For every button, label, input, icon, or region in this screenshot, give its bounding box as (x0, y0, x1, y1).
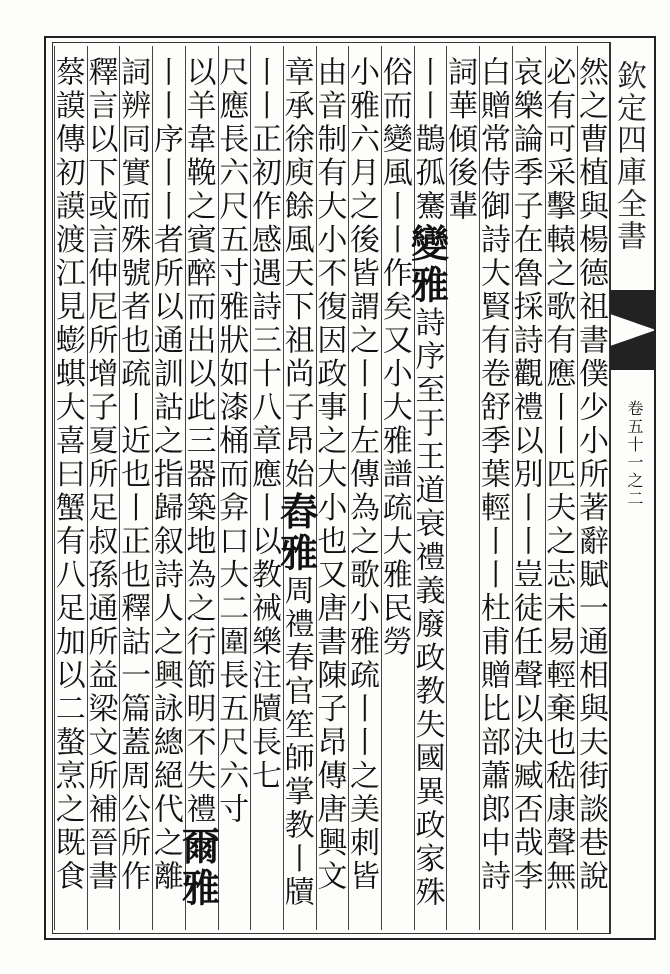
text-column (507, 46, 545, 930)
column-text: 丨丨正初作感遇詩三十八章 (245, 56, 281, 458)
text-columns (49, 46, 610, 930)
column-text: 然之曹植與楊德祖書僕少小所著辭賦一通相與夫街談巷說 (572, 56, 608, 894)
text-column (474, 46, 512, 930)
column-text: 詞華傾後輩 (442, 56, 478, 224)
text-column (82, 46, 120, 930)
text-column (442, 46, 479, 930)
entry-heading: 變雅 (404, 223, 450, 307)
text-column (273, 46, 319, 930)
text-column (376, 46, 414, 930)
text-column (344, 46, 381, 930)
text-column (115, 46, 152, 930)
text-column (175, 46, 221, 930)
column-text: 必有可采擊轅之歌有應丨丨匹夫之志未易輕棄也嵇康聲無 (540, 56, 576, 894)
text-column (572, 46, 610, 930)
book-title: 欽定四庫全書 (611, 60, 646, 252)
text-column (49, 46, 87, 930)
column-text: 以羊韋鞔之賓醉而出以此三器築地為之行節明不失禮 (180, 56, 216, 827)
column-text: 俗而變風丨丨作矣又小大雅譜疏大雅民勞 (376, 56, 412, 659)
column-text-continued: 應丨以教祴樂注牘長七 (245, 458, 281, 793)
text-column (540, 46, 578, 930)
text-column (245, 46, 283, 930)
column-text: 丨丨序丨丨者所以通訓詁之指歸叙詩人之興詠總絕代之離 (147, 56, 183, 894)
column-text: 尺應長六尺五寸雅狀如漆桶而弇口大二圍長五尺六寸 (213, 56, 249, 827)
entry-heading: 舂雅 (273, 491, 319, 575)
text-column (213, 46, 251, 930)
column-text: 由音制有大小不復因政事之大小也又唐書陳子昂傳唐興文 (311, 56, 347, 894)
column-text: 小雅六月之後皆謂之丨丨左傳為之歌小雅疏丨丨之美刺皆 (344, 56, 380, 894)
text-column (311, 46, 349, 930)
column-text: 蔡謨傳初謨渡江見蟛蜞大喜曰蟹有八足加以二螯烹之既食 (49, 56, 85, 894)
column-text: 詞辨同實而殊號者也疏丨近也丨正也釋詁一篇蓋周公所作 (115, 56, 151, 894)
column-text: 白贈常侍御詩大賢有卷舒季葉輕丨丨杜甫贈比部蕭郎中詩 (474, 56, 510, 894)
entry-heading: 爾雅 (175, 826, 221, 910)
column-text-continued: 周禮春官笙師掌教丨牘 (278, 574, 314, 910)
column-text: 章承徐庾餘風天下祖尚子昂始 (278, 56, 314, 492)
column-text: 釋言以下或言仲尼所增子夏所足叔孫通所益梁文所補晉書 (82, 56, 118, 894)
text-column (404, 46, 450, 930)
column-text: 丨丨鵲孤騫 (409, 56, 445, 224)
column-text-continued: 詩序至于王道衰禮義廢政教失國異政家殊 (409, 306, 445, 910)
text-column (147, 46, 185, 930)
volume-label: 卷五十一之二 (625, 400, 644, 508)
column-text: 哀樂論季子在魯採詩觀禮以別丨丨豈徒任聲以決臧否哉李 (507, 56, 543, 894)
